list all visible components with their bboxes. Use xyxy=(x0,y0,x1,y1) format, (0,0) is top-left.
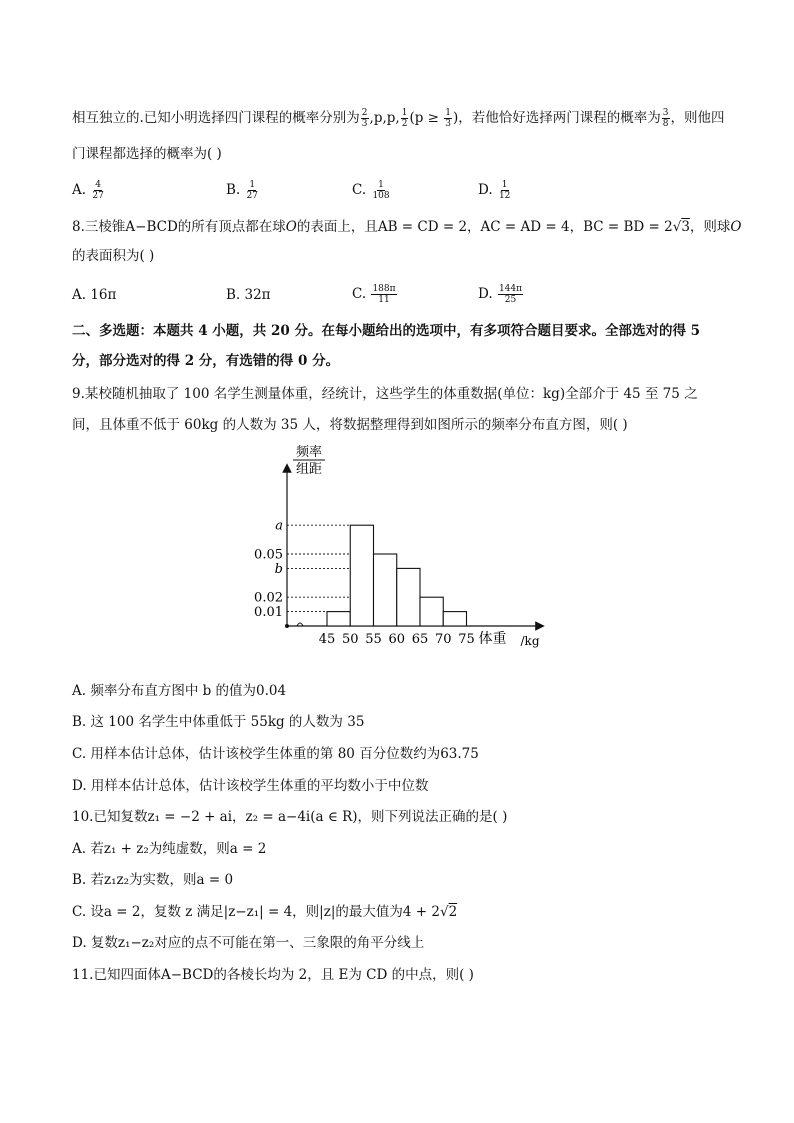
q7-frac-3: $\frac{1}{3}$ xyxy=(445,108,451,129)
x-tick-label: 45 xyxy=(318,632,336,647)
q7-option-d[interactable]: D. $\frac{1}{12}$ xyxy=(478,180,511,201)
y-tick-label: 0.05 xyxy=(254,547,283,563)
q9-option-d[interactable]: D. 用样本估计总体，估计该校学生体重的平均数小于中位数 xyxy=(72,778,429,794)
x-axis-unit: /kg xyxy=(520,634,540,648)
sqrt-symbol: √ xyxy=(439,904,449,920)
histogram-bar xyxy=(397,568,420,626)
q8-option-a[interactable]: A. 16π xyxy=(72,287,117,303)
histogram-bar xyxy=(350,525,373,626)
q10-option-a[interactable]: A. 若z₁ + z₂为纯虚数，则a = 2 xyxy=(72,841,267,857)
section2-line1: 二、多选题：本题共 4 小题，共 20 分。在每小题给出的选项中，有多项符合题目要求。全部选对的得 5 xyxy=(72,323,701,339)
q8-option-c[interactable]: C. $\frac{188\pi}{11}$ xyxy=(352,284,396,305)
x-tick-label: 50 xyxy=(341,632,359,647)
x-tick-label: 75 xyxy=(458,632,475,647)
q7-text-b: ，则他四 xyxy=(670,110,725,126)
q9-option-a[interactable]: A. 频率分布直方图中 b 的值为0.04 xyxy=(72,683,287,699)
x-axis-title: 体重 xyxy=(478,631,507,647)
histogram-bar xyxy=(420,597,443,626)
y-tick-label: 0.01 xyxy=(254,605,283,621)
histogram-bar xyxy=(327,612,350,626)
y-tick-label: a xyxy=(275,518,283,534)
q7-cond-b: )，若他恰好选择两门课程的概率为 xyxy=(452,110,661,126)
q9-option-c[interactable]: C. 用样本估计总体，估计该校学生体重的第 80 百分位数约为63.75 xyxy=(72,746,479,762)
q10-line1: 10.已知复数z₁ = −2 + ai，z₂ = a−4i(a ∈ R)，则下列说法正确的是( ) xyxy=(72,809,508,825)
frequency-histogram xyxy=(240,440,560,655)
q7-text-mid: ,p,p, xyxy=(369,110,400,126)
q11-line1: 11.已知四面体A−BCD的各棱长均为 2，且 E为 CD 的中点，则( ) xyxy=(72,967,474,983)
q7-option-a[interactable]: A. $\frac{4}{27}$ xyxy=(72,180,104,201)
histogram-bar xyxy=(443,612,466,626)
q8-sphere-o: O xyxy=(285,219,297,235)
y-tick-label: 0.02 xyxy=(254,590,283,606)
q7-text-a: 相互独立的.已知小明选择四门课程的概率分别为 xyxy=(72,110,360,126)
q7-frac-1: $\frac{2}{3}$ xyxy=(361,108,368,129)
q8-option-d[interactable]: D. $\frac{144\pi}{25}$ xyxy=(478,284,523,305)
q7-option-b[interactable]: B. $\frac{1}{27}$ xyxy=(226,180,258,201)
q8-line2: 的表面积为( ) xyxy=(72,248,155,264)
q9-line2: 间，且体重不低于 60kg 的人数为 35 人，将数据整理得到如图所示的频率分布直方图，则( ) xyxy=(72,417,628,433)
q7-cond-a: (p ≥ xyxy=(409,110,444,126)
sqrt-symbol: √ xyxy=(672,219,682,235)
q10-option-d[interactable]: D. 复数z₁−z₂对应的点不可能在第一、三象限的角平分线上 xyxy=(72,935,425,951)
x-tick-label: 55 xyxy=(365,632,382,647)
x-tick-label: 60 xyxy=(388,632,406,647)
histogram-bar xyxy=(374,554,397,626)
y-axis-title-top: 频率 xyxy=(295,445,323,460)
q9-line1: 9.某校随机抽取了 100 名学生测量体重，经统计，这些学生的体重数据(单位：kg)全部介于 45 至 75 之 xyxy=(72,386,698,402)
q7-line2: 门课程都选择的概率为( ) xyxy=(72,146,222,162)
y-tick-label: b xyxy=(274,561,283,577)
origin-dot xyxy=(285,624,289,628)
q7-option-c[interactable]: C. $\frac{1}{108}$ xyxy=(352,180,390,201)
q10-option-c[interactable]: C. 设a = 2，复数 z 满足|z−z₁| = 4，则|z|的最大值为4 + 2√2 xyxy=(72,904,458,920)
x-tick-label: 65 xyxy=(411,632,429,647)
q8-line1: 8.三棱锥A−BCD的所有顶点都在球O的表面上，且AB = CD = 2，AC = AD = 4，BC = BD = 2√3，则球O xyxy=(72,219,742,235)
x-tick-label: 70 xyxy=(434,632,452,647)
section2-line2: 分，部分选对的得 2 分，有选错的得 0 分。 xyxy=(72,353,340,369)
q8-option-b[interactable]: B. 32π xyxy=(226,287,271,303)
q7-frac-4: $\frac{3}{8}$ xyxy=(662,108,669,129)
q7-line1 xyxy=(72,108,725,129)
q7-frac-2: $\frac{1}{2}$ xyxy=(401,108,408,129)
q10-option-b[interactable]: B. 若z₁z₂为实数，则a = 0 xyxy=(72,872,234,888)
y-axis-title-bottom: 组距 xyxy=(295,462,323,477)
q9-option-b[interactable]: B. 这 100 名学生中体重低于 55kg 的人数为 35 xyxy=(72,714,365,730)
